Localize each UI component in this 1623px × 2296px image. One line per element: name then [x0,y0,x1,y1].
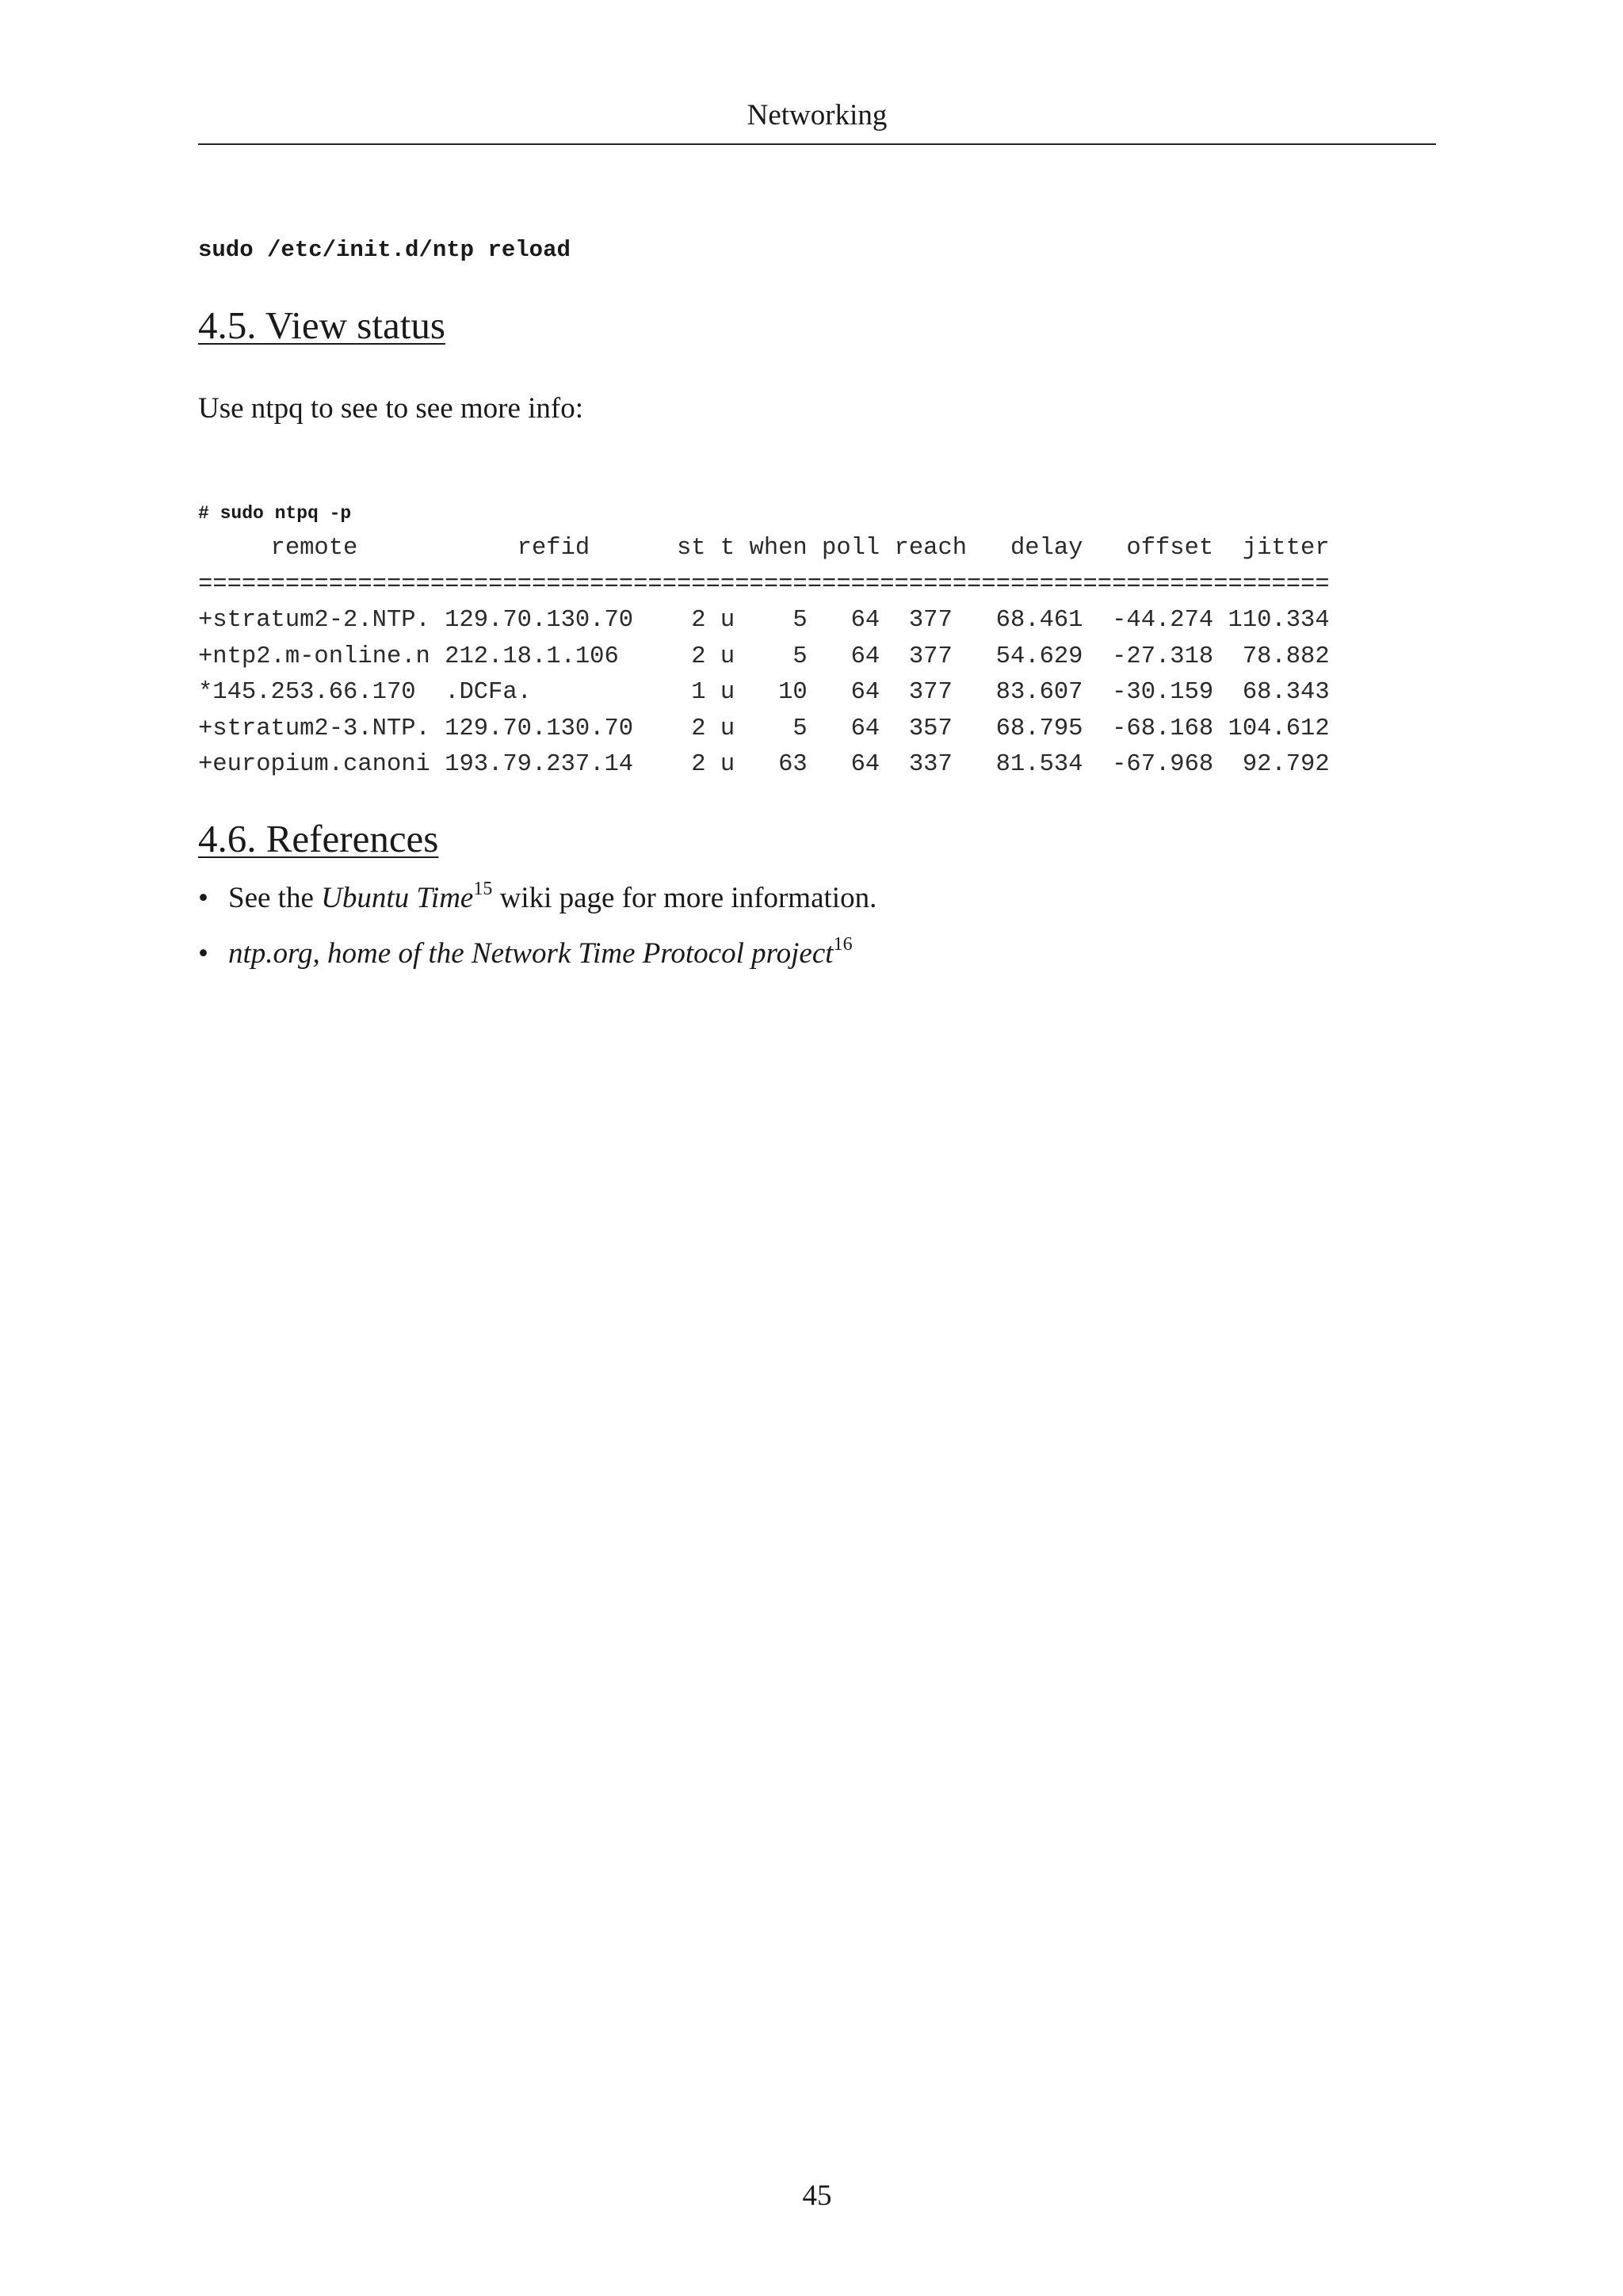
reference-item-ubuntu-time [198,881,876,916]
ntpq-peer-row: +ntp2.m-online.n 212.18.1.106 2 u 5 64 377 54.629 -27.318 78.882 [198,643,1330,670]
ntpq-peer-row: *145.253.66.170 .DCFa. 1 u 10 64 377 83.607 -30.159 68.343 [198,679,1330,706]
header-rule [198,143,1436,145]
ntpq-peer-row: +stratum2-3.NTP. 129.70.130.70 2 u 5 64 357 68.795 -68.168 104.612 [198,715,1330,742]
running-header: Networking [747,99,888,132]
ntpq-command: # sudo ntpq -p [198,503,352,524]
reload-command: sudo /etc/init.d/ntp reload [198,237,571,263]
bullet: • [198,882,208,914]
footnote-marker: 15 [473,879,493,899]
ntpq-peer-row: +stratum2-2.NTP. 129.70.130.70 2 u 5 64 377 68.461 -44.274 110.334 [198,607,1330,634]
reference-item-ntp-org [198,936,876,971]
ntpq-peer-row: +europium.canoni 193.79.237.14 2 u 63 64 337 81.534 -67.968 92.792 [198,751,1330,778]
ntpq-output [198,531,1330,784]
page-number: 45 [802,2180,832,2212]
ntpq-header-row: remote refid st t when poll reach delay offset jitter [198,535,1330,562]
ubuntu-time-link[interactable]: Ubuntu Time [321,882,474,914]
ntpq-separator: ============================================================================== [198,570,1330,598]
ntp-org-link[interactable]: ntp.org, home of the Network Time Protocol project [228,937,834,970]
view-status-intro: Use ntpq to see to see more info: [198,392,584,425]
section-heading-references: 4.6. References [198,817,439,860]
reference-suffix: wiki page for more information. [492,882,877,914]
references-list [198,881,876,992]
section-heading-view-status: 4.5. View status [198,303,445,347]
reference-prefix: See the [228,882,322,914]
bullet: • [198,937,208,970]
footnote-marker: 16 [833,934,853,955]
